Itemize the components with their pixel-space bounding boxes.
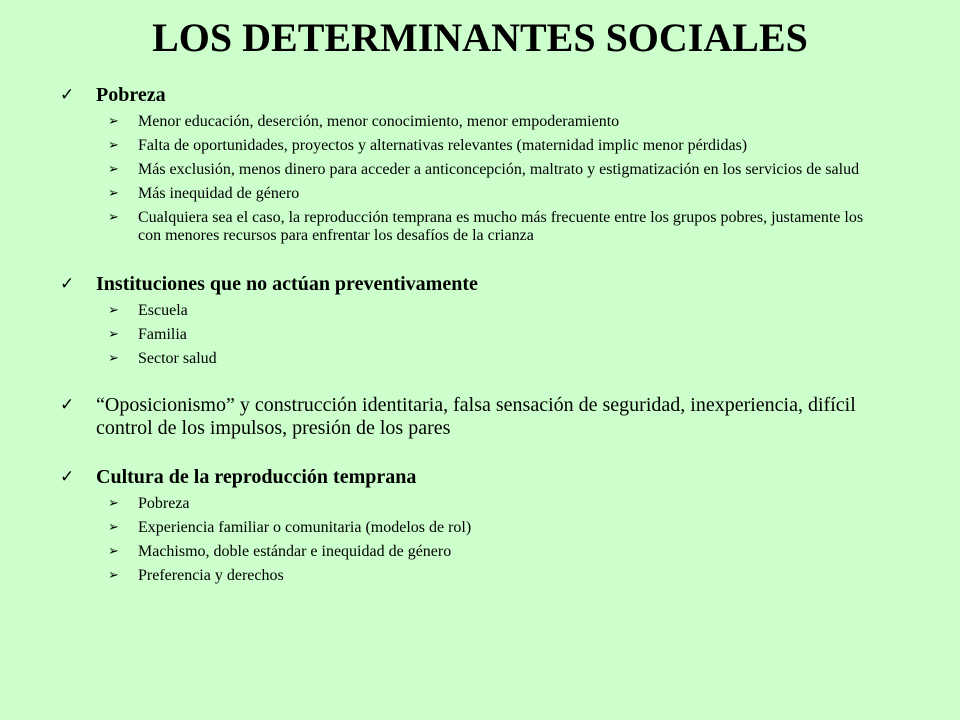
list-item: ➢ Falta de oportunidades, proyectos y alternativas relevantes (maternidad implic menor pérdidas) (108, 137, 748, 154)
arrow-bullet-icon: ➢ (108, 162, 119, 177)
arrow-bullet-icon: ➢ (108, 496, 119, 511)
checkmark-icon: ✓ (60, 274, 75, 294)
list-item: ➢ Machismo, doble estándar e inequidad de género (108, 543, 452, 560)
section-heading: ✓ “Oposicionismo” y construcción identitaria, falsa sensación de seguridad, inexperiencia, difícil control de los impulsos, presión de los pares (60, 394, 856, 439)
arrow-bullet-icon: ➢ (108, 520, 119, 535)
list-item: ➢ Escuela (108, 302, 188, 319)
arrow-bullet-icon: ➢ (108, 303, 119, 318)
checkmark-icon: ✓ (60, 85, 75, 105)
list-item: ➢ Más inequidad de género (108, 185, 300, 202)
list-item: ➢ Pobreza (108, 495, 190, 512)
arrow-bullet-icon: ➢ (108, 351, 119, 366)
arrow-bullet-icon: ➢ (108, 568, 119, 583)
slide-content (60, 84, 900, 611)
list-item: ➢ Cualquiera sea el caso, la reproducción temprana es mucho más frecuente entre los grupos pobres, justamente los con menores recursos para enfrentar los desafíos de la crianza (108, 209, 864, 244)
checkmark-icon: ✓ (60, 467, 75, 487)
list-item: ➢ Más exclusión, menos dinero para acceder a anticoncepción, maltrato y estigmatización en los servicios de salud (108, 161, 860, 178)
section-cultura (60, 466, 900, 585)
list-item: ➢ Menor educación, deserción, menor conocimiento, menor empoderamiento (108, 113, 620, 130)
section-heading: ✓ Pobreza (60, 84, 166, 106)
slide-title: LOS DETERMINANTES SOCIALES (152, 15, 808, 60)
arrow-bullet-icon: ➢ (108, 138, 119, 153)
section-heading: ✓ Instituciones que no actúan preventivamente (60, 273, 478, 295)
section-oposicionismo (60, 394, 900, 440)
list-item: ➢ Experiencia familiar o comunitaria (modelos de rol) (108, 519, 472, 536)
list-item: ➢ Familia (108, 326, 187, 343)
section-instituciones (60, 273, 900, 368)
arrow-bullet-icon: ➢ (108, 210, 119, 225)
list-item: ➢ Preferencia y derechos (108, 567, 284, 584)
arrow-bullet-icon: ➢ (108, 114, 119, 129)
arrow-bullet-icon: ➢ (108, 327, 119, 342)
list-item: ➢ Sector salud (108, 350, 217, 367)
section-pobreza (60, 84, 900, 245)
checkmark-icon: ✓ (60, 395, 75, 415)
arrow-bullet-icon: ➢ (108, 544, 119, 559)
arrow-bullet-icon: ➢ (108, 186, 119, 201)
section-heading: ✓ Cultura de la reproducción temprana (60, 466, 417, 488)
